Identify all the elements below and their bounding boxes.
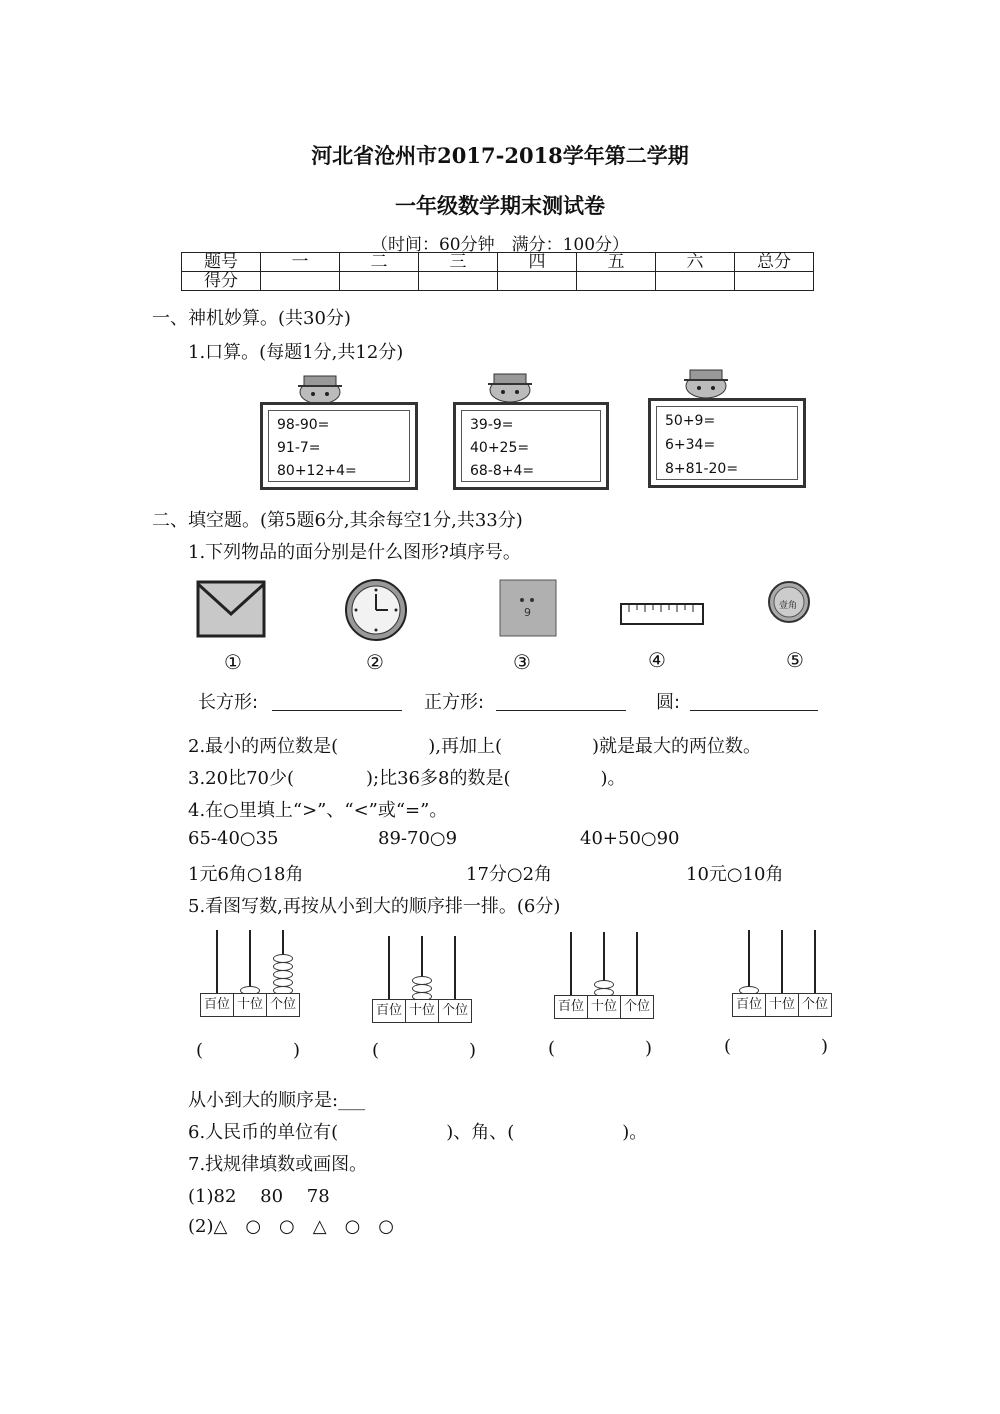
shape-label: 正方形: [424, 692, 485, 713]
exam-info: （时间：60分钟 满分：100分） [370, 235, 630, 255]
tile-number: 9 [524, 606, 531, 619]
question-text: 1.口算。(每题1分,共12分) [188, 342, 404, 363]
item-number: ③ [513, 650, 531, 674]
abacus [554, 930, 656, 1020]
score-cell[interactable] [340, 272, 419, 291]
place-label: 十位 [233, 993, 267, 1017]
answer-blank[interactable]: ( ) [372, 1040, 477, 1061]
score-table [181, 252, 814, 291]
arithmetic-board [648, 398, 806, 488]
table-cell: 得分 [182, 272, 261, 291]
place-label: 百位 [372, 999, 406, 1023]
coin-text: 壹角 [779, 601, 798, 611]
place-label: 个位 [438, 999, 472, 1023]
arithmetic-item: 39-9= [470, 417, 514, 433]
answer-blank[interactable]: ( ) [724, 1036, 829, 1057]
table-cell: 四 [498, 253, 577, 272]
score-cell[interactable] [261, 272, 340, 291]
answer-blank[interactable]: ( ) [548, 1038, 653, 1059]
table-cell: 五 [577, 253, 656, 272]
ruler-icon [619, 602, 705, 628]
pattern-row: (1)82 80 78 [188, 1186, 330, 1207]
place-label: 百位 [200, 993, 234, 1017]
item-number: ④ [648, 648, 666, 672]
shape-label: 长方形: [198, 692, 259, 713]
table-cell: 六 [656, 253, 735, 272]
question-text: 1.下列物品的面分别是什么图形?填序号。 [188, 542, 521, 563]
answer-line[interactable] [272, 690, 402, 711]
comparison-item: 10元○10角 [686, 864, 784, 885]
coin-icon [767, 580, 811, 624]
answer-line[interactable] [496, 690, 626, 711]
table-row [182, 253, 814, 272]
shape-label: 圆: [656, 692, 681, 713]
arithmetic-item: 80+12+4= [277, 463, 357, 479]
comparison-item: 89-70○9 [378, 828, 458, 849]
place-label: 个位 [620, 995, 654, 1019]
page-title: 河北省沧州市2017-2018学年第二学期 [311, 143, 689, 168]
page-subtitle: 一年级数学期末测试卷 [395, 193, 605, 218]
comparison-item: 1元6角○18角 [188, 864, 304, 885]
question-text: 7.找规律填数或画图。 [188, 1154, 368, 1175]
table-cell: 总分 [735, 253, 814, 272]
question-text: 3.20比70少( );比36多8的数是( )。 [188, 768, 626, 789]
table-cell: 二 [340, 253, 419, 272]
pattern-row: (2)△ ○ ○ △ ○ ○ [188, 1216, 395, 1237]
abacus [732, 928, 834, 1018]
arithmetic-item: 98-90= [277, 417, 330, 433]
question-text: 6.人民币的单位有( )、角、( )。 [188, 1122, 648, 1143]
table-row [182, 272, 814, 291]
question-text: 5.看图写数,再按从小到大的顺序排一排。(6分) [188, 896, 561, 917]
place-label: 十位 [405, 999, 439, 1023]
answer-line[interactable] [690, 690, 818, 711]
comparison-item: 17分○2角 [466, 864, 553, 885]
place-label: 百位 [732, 993, 766, 1017]
score-cell[interactable] [656, 272, 735, 291]
place-label: 百位 [554, 995, 588, 1019]
item-number: ⑤ [786, 648, 804, 672]
section-heading: 二、填空题。(第5题6分,其余每空1分,共33分) [152, 510, 523, 531]
arithmetic-item: 50+9= [665, 413, 716, 429]
abacus [200, 928, 302, 1018]
clock-icon [344, 578, 408, 642]
question-text: 2.最小的两位数是( ),再加上( )就是最大的两位数。 [188, 736, 761, 757]
place-label: 十位 [587, 995, 621, 1019]
question-text: 4.在○里填上“>”、“<”或“=”。 [188, 800, 448, 821]
score-cell[interactable] [577, 272, 656, 291]
comparison-item: 65-40○35 [188, 828, 279, 849]
section-heading: 一、神机妙算。(共30分) [152, 308, 351, 329]
arithmetic-item: 68-8+4= [470, 463, 535, 479]
mascot-icon [480, 368, 540, 404]
table-cell: 题号 [182, 253, 261, 272]
arithmetic-item: 8+81-20= [665, 461, 739, 477]
order-prompt: 从小到大的顺序是:___ [188, 1090, 366, 1111]
score-cell[interactable] [498, 272, 577, 291]
item-number: ① [224, 650, 242, 674]
mascot-icon [290, 370, 350, 406]
square-tile-icon [498, 578, 558, 638]
arithmetic-item: 91-7= [277, 440, 321, 456]
place-label: 个位 [798, 993, 832, 1017]
comparison-item: 40+50○90 [580, 828, 680, 849]
answer-blank[interactable]: ( ) [196, 1040, 301, 1061]
arithmetic-item: 6+34= [665, 437, 716, 453]
envelope-icon [196, 580, 266, 638]
arithmetic-board [453, 402, 609, 490]
table-cell: 三 [419, 253, 498, 272]
score-cell[interactable] [735, 272, 814, 291]
arithmetic-item: 40+25= [470, 440, 530, 456]
score-cell[interactable] [419, 272, 498, 291]
place-label: 十位 [765, 993, 799, 1017]
table-cell: 一 [261, 253, 340, 272]
mascot-icon [676, 364, 736, 400]
abacus [372, 934, 474, 1024]
arithmetic-board [260, 402, 418, 490]
item-number: ② [366, 650, 384, 674]
place-label: 个位 [266, 993, 300, 1017]
